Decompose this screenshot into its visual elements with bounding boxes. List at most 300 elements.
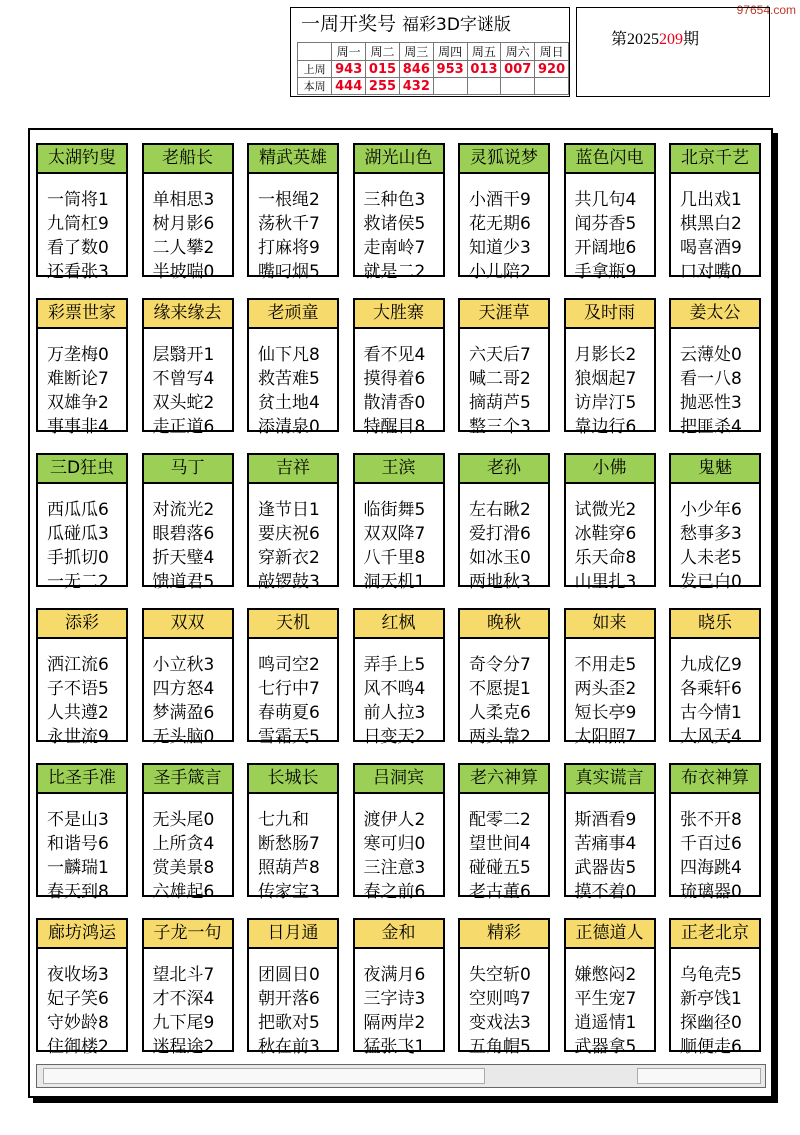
riddle-card-title: 蓝色闪电 — [566, 145, 654, 174]
riddle-line: 人柔克6 — [469, 703, 531, 723]
draw-number: 013 — [467, 61, 501, 78]
riddle-line: 愁事多3 — [680, 524, 742, 544]
riddle-card-title: 北京千艺 — [671, 145, 759, 174]
row-label: 本周 — [298, 78, 332, 95]
riddle-card-body — [38, 174, 126, 284]
riddle-card-body — [144, 484, 232, 594]
riddle-line: 看不见4 — [363, 345, 426, 365]
riddle-line: 眼碧落6 — [152, 524, 215, 544]
riddle-line: 狼烟起7 — [574, 369, 637, 389]
riddle-line: 八千里8 — [363, 548, 426, 568]
riddle-line: 还看张3 — [47, 262, 109, 282]
riddle-line: 夜收场3 — [47, 965, 109, 985]
riddle-line: 碰碰五5 — [469, 858, 531, 878]
riddle-line: 就是二2 — [363, 262, 426, 282]
riddle-line: 春天到8 — [47, 882, 109, 902]
issue-prefix: 第2025 — [611, 31, 660, 48]
riddle-line: 渡伊人2 — [363, 810, 426, 830]
riddle-card-body — [144, 639, 232, 749]
riddle-card-title: 如来 — [566, 610, 654, 639]
riddle-line: 武器齿5 — [574, 858, 637, 878]
riddle-line: 小少年6 — [680, 500, 742, 520]
riddle-card — [142, 298, 234, 437]
riddle-card-body — [671, 794, 759, 904]
riddle-line: 看了数0 — [47, 238, 109, 258]
riddle-card — [669, 763, 761, 902]
riddle-line: 半坡喘0 — [152, 262, 215, 282]
riddle-line: 风不鸣4 — [363, 679, 426, 699]
riddle-card-title: 天机 — [249, 610, 337, 639]
riddle-card — [36, 143, 128, 282]
riddle-line: 老古董6 — [469, 882, 531, 902]
riddle-line: 西瓜瓜6 — [47, 500, 109, 520]
riddle-line: 摘葫芦5 — [469, 393, 531, 413]
riddle-line: 三种色3 — [363, 190, 426, 210]
riddle-card-body — [460, 949, 548, 1059]
riddle-line: 临街舞5 — [363, 500, 426, 520]
riddle-card-body — [38, 639, 126, 749]
riddle-line: 瓜碰瓜3 — [47, 524, 109, 544]
riddle-card-title: 及时雨 — [566, 300, 654, 329]
riddle-line: 散清香0 — [363, 393, 426, 413]
riddle-line: 闻芬香5 — [574, 214, 637, 234]
riddle-card — [247, 453, 339, 592]
riddle-line: 九成亿9 — [680, 655, 742, 675]
riddle-card-title: 红枫 — [355, 610, 443, 639]
this-week-row — [298, 78, 569, 95]
riddle-line: 断愁肠7 — [258, 834, 320, 854]
riddle-card — [458, 763, 550, 902]
riddle-line: 张不开8 — [680, 810, 742, 830]
riddle-card-body — [566, 639, 654, 749]
riddle-line: 手拿瓶9 — [574, 262, 637, 282]
riddle-line: 苦痛事4 — [574, 834, 637, 854]
days-row — [298, 43, 569, 61]
riddle-line: 口对嘴0 — [680, 262, 742, 282]
riddle-card — [353, 298, 445, 437]
riddle-line: 探幽径0 — [680, 1013, 742, 1033]
riddle-line: 救诸侯5 — [363, 214, 426, 234]
riddle-line: 夜满月6 — [363, 965, 426, 985]
riddle-line: 日变天2 — [363, 727, 426, 747]
riddle-line: 荡秋千7 — [258, 214, 320, 234]
riddle-line: 传家宝3 — [258, 882, 320, 902]
riddle-line: 朝开落6 — [258, 989, 320, 1009]
riddle-line: 要庆祝6 — [258, 524, 320, 544]
day-header: 周六 — [501, 43, 535, 61]
riddle-line: 逢节日1 — [258, 500, 320, 520]
riddle-line: 妃子笑6 — [47, 989, 109, 1009]
riddle-line: 救苦难5 — [258, 369, 320, 389]
riddle-card-title: 王滨 — [355, 455, 443, 484]
draw-number: 255 — [366, 78, 400, 95]
riddle-line: 照葫芦8 — [258, 858, 320, 878]
riddle-line: 永世流9 — [47, 727, 109, 747]
riddle-card-body — [460, 484, 548, 594]
riddle-card-title: 湖光山色 — [355, 145, 443, 174]
riddle-line: 大风天4 — [680, 727, 742, 747]
riddle-card-body — [249, 174, 337, 284]
riddle-line: 无头尾0 — [152, 810, 215, 830]
riddle-line: 洞天机1 — [363, 572, 426, 592]
riddle-card-title: 子龙一句 — [144, 920, 232, 949]
riddle-line: 不是山3 — [47, 810, 109, 830]
riddle-card — [669, 918, 761, 1057]
riddle-line: 山里扎3 — [574, 572, 637, 592]
riddle-line: 望世间4 — [469, 834, 531, 854]
riddle-card-body — [671, 174, 759, 284]
riddle-card — [247, 918, 339, 1057]
riddle-card-body — [355, 639, 443, 749]
riddle-line: 云薄处0 — [680, 345, 742, 365]
riddle-card-body — [566, 329, 654, 439]
riddle-line: 和谐号6 — [47, 834, 109, 854]
riddle-line: 无头脑0 — [152, 727, 215, 747]
riddle-line: 不愿提1 — [469, 679, 531, 699]
riddle-line: 人共遵2 — [47, 703, 109, 723]
draw-number — [433, 78, 467, 95]
riddle-line: 不用走5 — [574, 655, 637, 675]
riddle-line: 春之前6 — [363, 882, 426, 902]
riddle-card-body — [671, 329, 759, 439]
riddle-card-title: 精武英雄 — [249, 145, 337, 174]
riddle-card-body — [566, 794, 654, 904]
issue-box — [576, 7, 770, 97]
riddle-line: 手抓切0 — [47, 548, 109, 568]
riddle-line: 秋在前3 — [258, 1037, 320, 1057]
riddle-card — [353, 918, 445, 1057]
riddle-line: 单相思3 — [152, 190, 215, 210]
riddle-line: 奇令分7 — [469, 655, 531, 675]
riddle-line: 子不语5 — [47, 679, 109, 699]
header-title-row — [291, 8, 569, 40]
riddle-line: 九筒杠9 — [47, 214, 109, 234]
riddle-line: 变戏法3 — [469, 1013, 531, 1033]
riddle-card — [564, 918, 656, 1057]
riddle-card-title: 姜太公 — [671, 300, 759, 329]
riddle-line: 试微光2 — [574, 500, 637, 520]
riddle-card-body — [249, 794, 337, 904]
riddle-line: 知道少3 — [469, 238, 531, 258]
riddle-line: 看一八8 — [680, 369, 742, 389]
draw-number — [535, 78, 569, 95]
riddle-line: 才不深4 — [152, 989, 215, 1009]
issue-label — [611, 26, 699, 49]
riddle-card-body — [38, 794, 126, 904]
riddle-card-body — [355, 174, 443, 284]
riddle-line: 开阔地6 — [574, 238, 637, 258]
riddle-card — [36, 763, 128, 902]
riddle-line: 嘴叼烟5 — [258, 262, 320, 282]
riddle-line: 花无期6 — [469, 214, 531, 234]
riddle-line: 六天后7 — [469, 345, 531, 365]
riddle-card — [669, 608, 761, 747]
riddle-line: 乐天命8 — [574, 548, 637, 568]
riddle-line: 七九和 — [258, 810, 309, 830]
riddle-card-title: 小佛 — [566, 455, 654, 484]
riddle-card-body — [566, 949, 654, 1059]
riddle-line: 雪霜天5 — [258, 727, 320, 747]
riddle-card-title: 比圣手准 — [38, 765, 126, 794]
riddle-card — [247, 608, 339, 747]
riddle-card-title: 彩票世家 — [38, 300, 126, 329]
header-title: 一周开奖号 — [301, 13, 397, 35]
day-header: 周二 — [366, 43, 400, 61]
riddle-line: 三注意3 — [363, 858, 426, 878]
riddle-card-title: 精彩 — [460, 920, 548, 949]
riddle-line: 打麻将9 — [258, 238, 320, 258]
riddle-line: 几出戏1 — [680, 190, 742, 210]
riddle-line: 两头歪2 — [574, 679, 637, 699]
riddle-card — [36, 918, 128, 1057]
riddle-card-body — [460, 329, 548, 439]
last-week-row — [298, 61, 569, 78]
riddle-card-body — [249, 949, 337, 1059]
riddle-card-title: 廊坊鸿运 — [38, 920, 126, 949]
draw-number: 015 — [366, 61, 400, 78]
riddle-grid-frame — [28, 128, 773, 1098]
riddle-line: 爱打滑6 — [469, 524, 531, 544]
riddle-card-body — [460, 794, 548, 904]
riddle-line: 抛恶性3 — [680, 393, 742, 413]
riddle-card — [247, 143, 339, 282]
riddle-card-title: 日月通 — [249, 920, 337, 949]
draw-number: 943 — [332, 61, 366, 78]
riddle-line: 月影长2 — [574, 345, 637, 365]
riddle-card — [353, 453, 445, 592]
riddle-card — [142, 918, 234, 1057]
riddle-card-title: 吕洞宾 — [355, 765, 443, 794]
riddle-line: 人未老5 — [680, 548, 742, 568]
riddle-card-body — [355, 949, 443, 1059]
riddle-card-title: 天涯草 — [460, 300, 548, 329]
scrollbar-track-end — [637, 1068, 761, 1084]
day-header: 周日 — [535, 43, 569, 61]
riddle-line: 两头靠2 — [469, 727, 531, 747]
riddle-card — [564, 763, 656, 902]
riddle-card — [247, 763, 339, 902]
riddle-card — [36, 298, 128, 437]
riddle-line: 隔两岸2 — [363, 1013, 426, 1033]
draw-number — [467, 78, 501, 95]
header-subtitle: 福彩3D字谜版 — [402, 15, 511, 35]
riddle-line: 乌龟壳5 — [680, 965, 742, 985]
riddle-line: 住御楼2 — [47, 1037, 109, 1057]
riddle-card-title: 老船长 — [144, 145, 232, 174]
riddle-card-title: 双双 — [144, 610, 232, 639]
riddle-card — [564, 608, 656, 747]
riddle-card — [669, 143, 761, 282]
riddle-line: 鸣司空2 — [258, 655, 320, 675]
riddle-card — [247, 298, 339, 437]
draw-number: 846 — [399, 61, 433, 78]
riddle-card-body — [249, 639, 337, 749]
riddle-line: 摸不着0 — [574, 882, 637, 902]
riddle-line: 九下尾9 — [152, 1013, 215, 1033]
riddle-card-title: 鬼魅 — [671, 455, 759, 484]
draw-number: 432 — [399, 78, 433, 95]
riddle-card-body — [671, 949, 759, 1059]
riddle-line: 双头蛇2 — [152, 393, 215, 413]
riddle-card-title: 马丁 — [144, 455, 232, 484]
riddle-card-body — [38, 329, 126, 439]
riddle-line: 走南岭7 — [363, 238, 426, 258]
riddle-line: 层翳开1 — [152, 345, 215, 365]
riddle-card-title: 大胜寨 — [355, 300, 443, 329]
riddle-line: 敲锣鼓3 — [258, 572, 320, 592]
riddle-line: 事事非4 — [47, 417, 109, 437]
row-label: 上周 — [298, 61, 332, 78]
riddle-card — [36, 608, 128, 747]
weekly-draw-header — [290, 7, 570, 97]
riddle-card — [142, 763, 234, 902]
riddle-line: 古今情1 — [680, 703, 742, 723]
riddle-card — [564, 453, 656, 592]
riddle-card-title: 老六神算 — [460, 765, 548, 794]
riddle-card-title: 灵狐说梦 — [460, 145, 548, 174]
riddle-line: 琉璃器0 — [680, 882, 742, 902]
riddle-line: 对流光2 — [152, 500, 215, 520]
riddle-card-title: 吉祥 — [249, 455, 337, 484]
riddle-card-body — [144, 949, 232, 1059]
riddle-line: 弄手上5 — [363, 655, 426, 675]
day-header: 周四 — [433, 43, 467, 61]
riddle-card-title: 缘来缘去 — [144, 300, 232, 329]
riddle-line: 仙下凡8 — [258, 345, 320, 365]
riddle-line: 把歌对5 — [258, 1013, 320, 1033]
riddle-card-title: 晓乐 — [671, 610, 759, 639]
riddle-card-body — [144, 174, 232, 284]
day-header: 周五 — [467, 43, 501, 61]
riddle-line: 空则鸣7 — [469, 989, 531, 1009]
horizontal-scrollbar[interactable] — [36, 1064, 766, 1088]
riddle-line: 平生宠7 — [574, 989, 637, 1009]
site-watermark: 97654.com — [736, 3, 796, 17]
riddle-line: 摸得着6 — [363, 369, 426, 389]
riddle-card-title: 老孙 — [460, 455, 548, 484]
riddle-line: 一根绳2 — [258, 190, 320, 210]
riddle-line: 团圆日0 — [258, 965, 320, 985]
riddle-line: 梦满盈6 — [152, 703, 215, 723]
draw-number: 953 — [433, 61, 467, 78]
riddle-card-body — [249, 329, 337, 439]
day-header: 周三 — [399, 43, 433, 61]
riddle-line: 一无二2 — [47, 572, 109, 592]
riddle-line: 一麟瑞1 — [47, 858, 109, 878]
riddle-line: 四方怒4 — [152, 679, 215, 699]
riddle-card-body — [460, 174, 548, 284]
draw-number: 444 — [332, 78, 366, 95]
riddle-line: 猛张飞1 — [363, 1037, 426, 1057]
riddle-card-body — [460, 639, 548, 749]
riddle-line: 千百过6 — [680, 834, 742, 854]
riddle-line: 上所贪4 — [152, 834, 215, 854]
riddle-card — [458, 918, 550, 1057]
riddle-line: 配零二2 — [469, 810, 531, 830]
draw-results-table — [297, 42, 569, 95]
riddle-line: 小酒干9 — [469, 190, 531, 210]
riddle-card — [353, 143, 445, 282]
riddle-card — [142, 608, 234, 747]
riddle-card — [669, 453, 761, 592]
riddle-card — [458, 298, 550, 437]
riddle-card — [564, 143, 656, 282]
riddle-line: 走正道6 — [152, 417, 215, 437]
riddle-card-body — [355, 484, 443, 594]
riddle-line: 两地秋3 — [469, 572, 531, 592]
riddle-card — [458, 143, 550, 282]
riddle-line: 棋黑白2 — [680, 214, 742, 234]
riddle-line: 短长亭9 — [574, 703, 637, 723]
riddle-line: 靠边行6 — [574, 417, 637, 437]
riddle-line: 守妙龄8 — [47, 1013, 109, 1033]
issue-suffix: 期 — [683, 31, 700, 48]
riddle-card — [353, 763, 445, 902]
riddle-line: 逍遥情1 — [574, 1013, 637, 1033]
riddle-line: 树月影6 — [152, 214, 215, 234]
riddle-card-body — [355, 329, 443, 439]
riddle-line: 馈道君5 — [152, 572, 215, 592]
riddle-line: 一筒将1 — [47, 190, 109, 210]
riddle-line: 太阳照7 — [574, 727, 637, 747]
riddle-card-body — [566, 174, 654, 284]
riddle-line: 嫌憋闷2 — [574, 965, 637, 985]
riddle-line: 四海跳4 — [680, 858, 742, 878]
riddle-line: 添清泉0 — [258, 417, 320, 437]
day-header: 周一 — [332, 43, 366, 61]
riddle-card — [458, 608, 550, 747]
riddle-line: 不曾写4 — [152, 369, 215, 389]
riddle-card-body — [249, 484, 337, 594]
riddle-line: 左右瞅2 — [469, 500, 531, 520]
riddle-line: 三字诗3 — [363, 989, 426, 1009]
riddle-line: 共几句4 — [574, 190, 637, 210]
corner-cell — [298, 43, 332, 61]
riddle-line: 喝喜酒9 — [680, 238, 742, 258]
riddle-card-title: 三D狂虫 — [38, 455, 126, 484]
riddle-line: 万垄梅0 — [47, 345, 109, 365]
riddle-card — [142, 143, 234, 282]
riddle-line: 双雄争2 — [47, 393, 109, 413]
draw-number — [501, 78, 535, 95]
riddle-line: 如冰玉0 — [469, 548, 531, 568]
riddle-line: 迷程途2 — [152, 1037, 215, 1057]
riddle-line: 折天璧4 — [152, 548, 215, 568]
riddle-card-title: 布衣神算 — [671, 765, 759, 794]
riddle-line: 前人拉3 — [363, 703, 426, 723]
riddle-line: 穿新衣2 — [258, 548, 320, 568]
riddle-card-body — [671, 639, 759, 749]
riddle-card-body — [144, 794, 232, 904]
riddle-card-title: 圣手箴言 — [144, 765, 232, 794]
riddle-card-title: 正德道人 — [566, 920, 654, 949]
riddle-card-body — [355, 794, 443, 904]
riddle-line: 冰鞋穿6 — [574, 524, 637, 544]
riddle-line: 五角帽5 — [469, 1037, 531, 1057]
scrollbar-thumb[interactable] — [43, 1068, 485, 1084]
draw-number: 007 — [501, 61, 535, 78]
riddle-line: 顺便走6 — [680, 1037, 742, 1057]
riddle-line: 武器拿5 — [574, 1037, 637, 1057]
riddle-card — [353, 608, 445, 747]
riddle-line: 春萌夏6 — [258, 703, 320, 723]
riddle-line: 小儿陪2 — [469, 262, 531, 282]
riddle-line: 整三个3 — [469, 417, 531, 437]
riddle-line: 双双降7 — [363, 524, 426, 544]
riddle-card-title: 添彩 — [38, 610, 126, 639]
riddle-card — [142, 453, 234, 592]
riddle-line: 失空斩0 — [469, 965, 531, 985]
